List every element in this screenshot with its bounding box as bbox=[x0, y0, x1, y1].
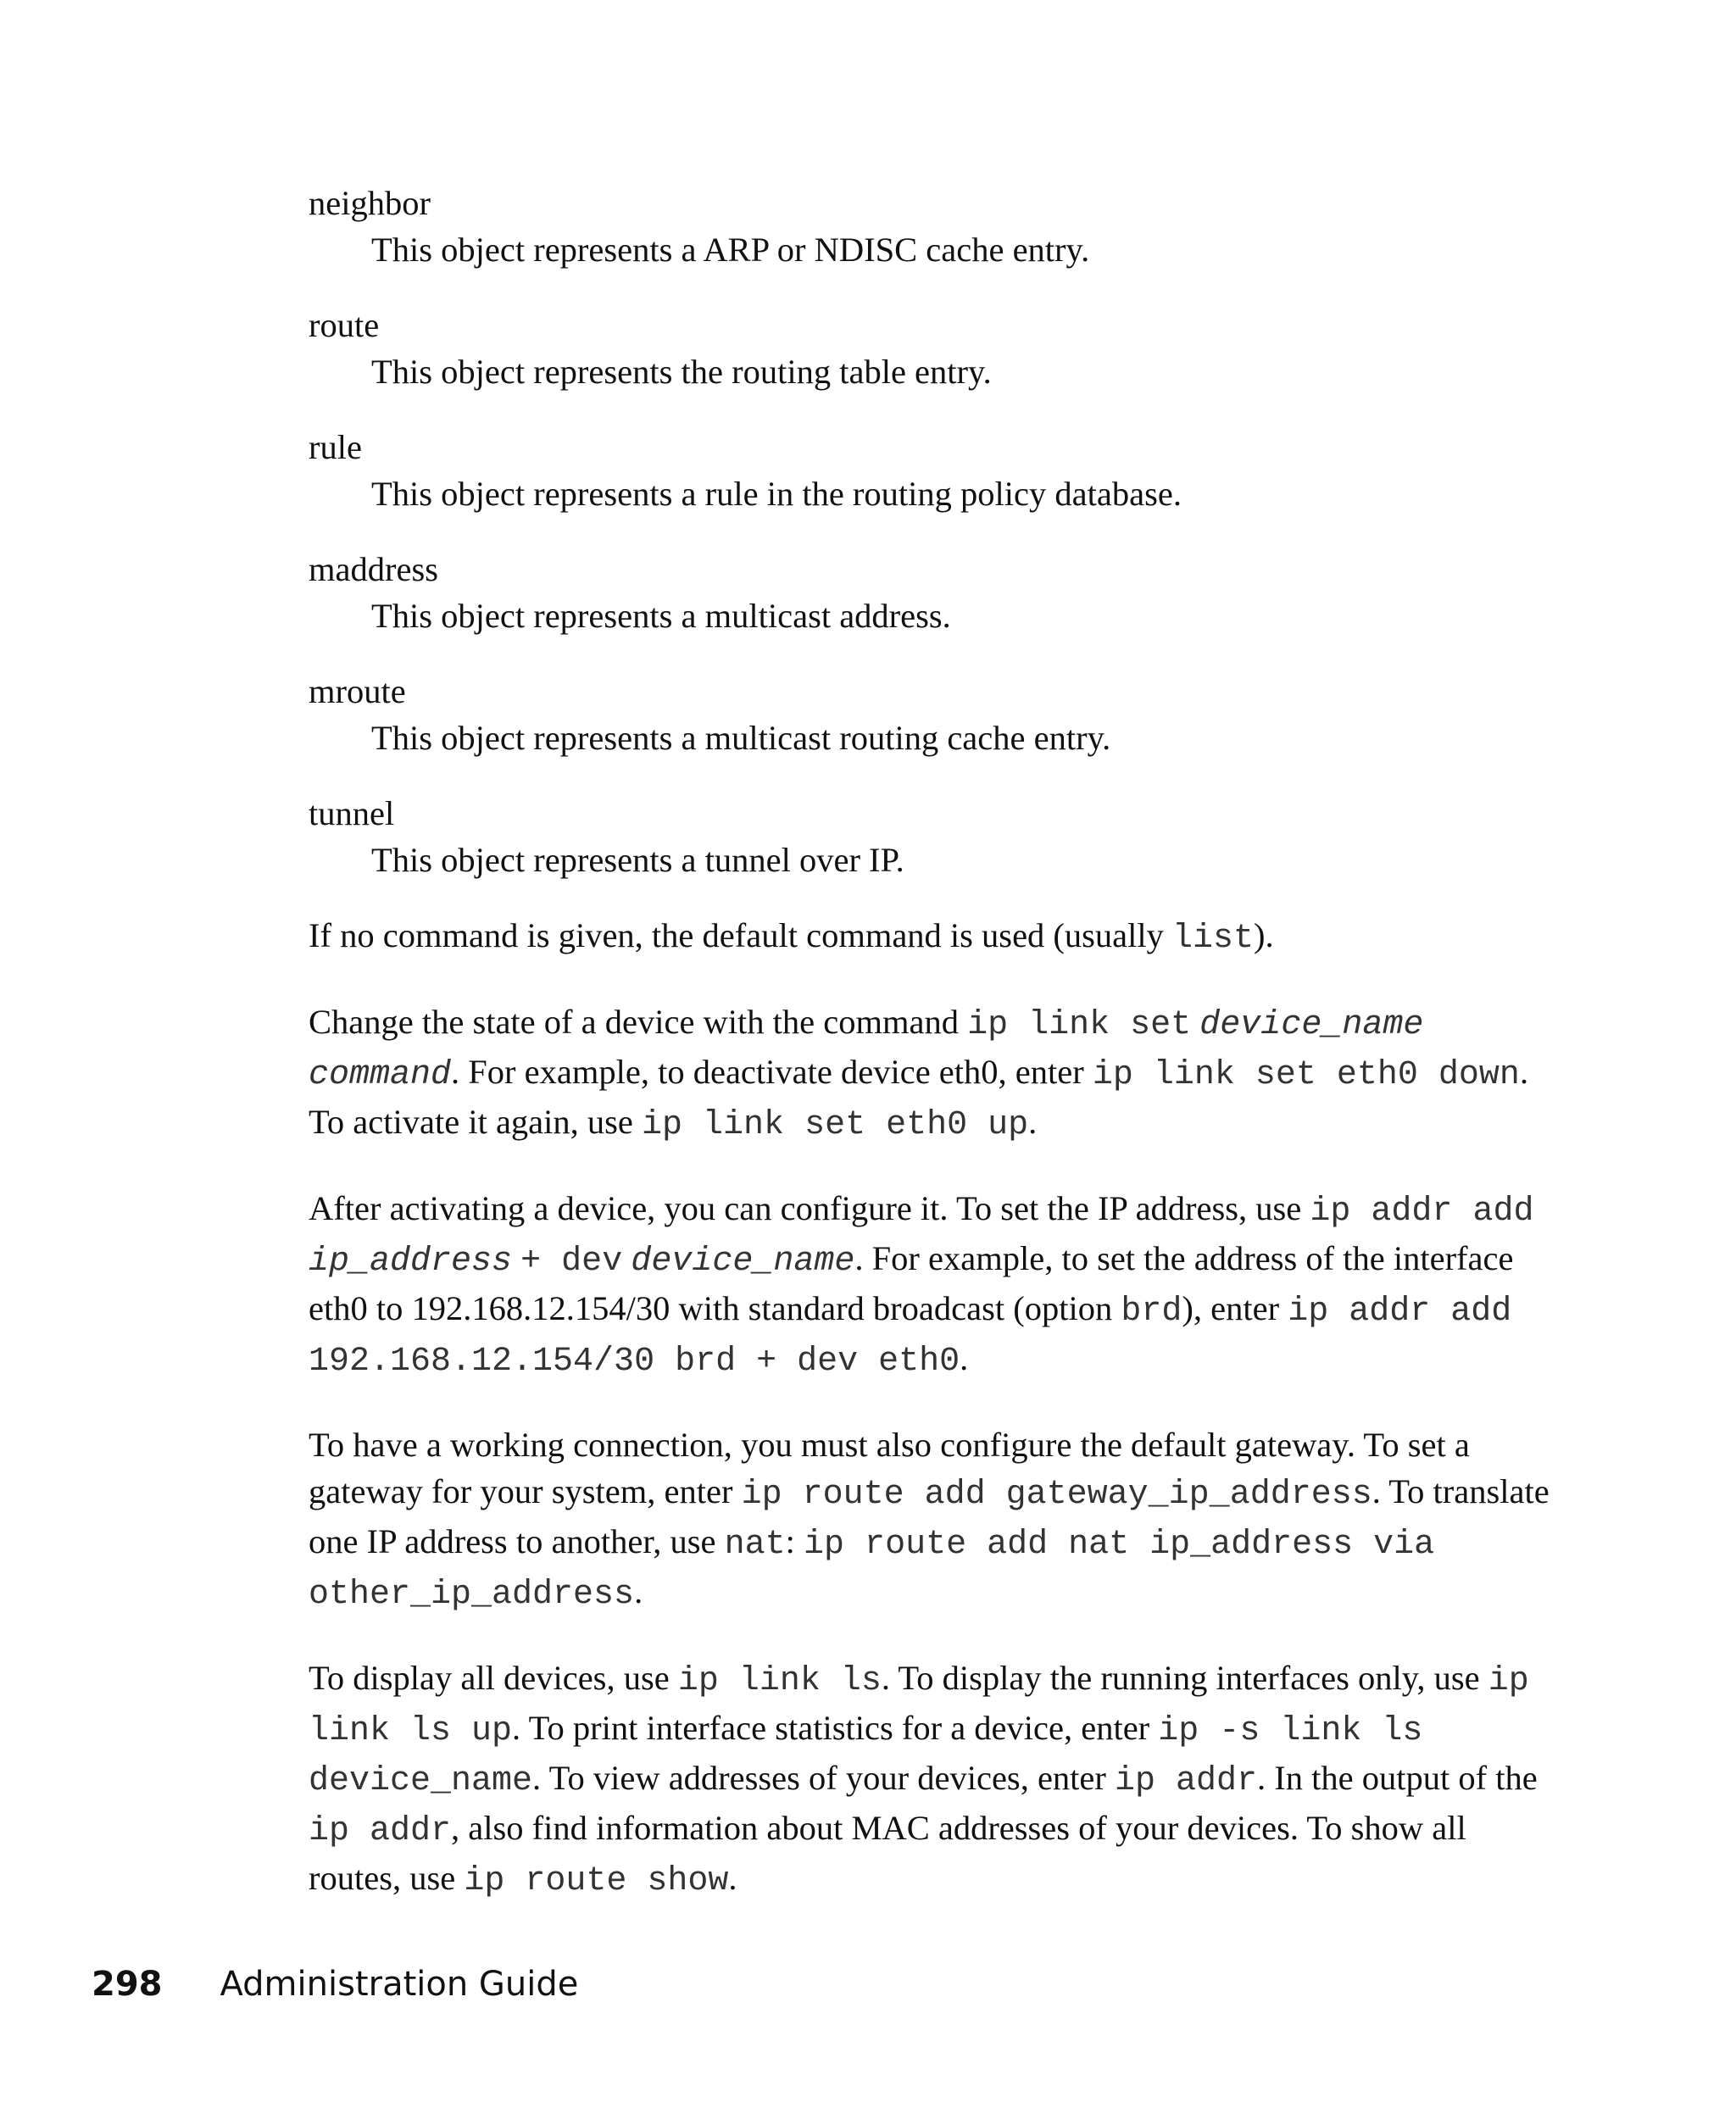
text-run: To have a working connection, you must also configure the default gateway. To set a gateway for your system, enter bbox=[309, 1426, 1470, 1510]
text-run: If no command is given, the default command is used (usually bbox=[309, 916, 1173, 954]
page-number: 298 bbox=[92, 1965, 163, 2004]
object-term: mroute bbox=[309, 672, 406, 710]
text-run: . bbox=[1028, 1103, 1038, 1141]
object-term: route bbox=[309, 306, 380, 344]
text-run: . For example, to deactivate device eth0, enter bbox=[451, 1053, 1093, 1091]
object-description: This object represents a tunnel over IP. bbox=[371, 841, 904, 879]
text-run: : bbox=[785, 1522, 804, 1560]
object-description: This object represents a multicast routing cache entry. bbox=[371, 719, 1111, 757]
book-title: Administration Guide bbox=[220, 1965, 579, 2004]
code-link-stats: ip -s link ls device_name bbox=[309, 1712, 1423, 1800]
link-state-paragraph bbox=[309, 998, 1563, 1149]
code-ip-addr-add: ip addr add bbox=[1310, 1193, 1534, 1231]
text-run: . To display the running interfaces only, use bbox=[881, 1659, 1488, 1697]
object-term: rule bbox=[309, 428, 362, 466]
code-route-add-gateway: ip route add gateway_ip_address bbox=[741, 1476, 1372, 1514]
code-placeholder: device_name command bbox=[309, 1006, 1424, 1094]
text-run: . In the output of the bbox=[1257, 1759, 1538, 1797]
text-run: . To view addresses of your devices, enter bbox=[532, 1759, 1116, 1797]
text-run: To display all devices, use bbox=[309, 1659, 678, 1697]
object-term: maddress bbox=[309, 550, 438, 588]
text-run: . bbox=[728, 1859, 737, 1897]
text-run: , also find information about MAC addresses of your devices. To show all routes, use bbox=[309, 1809, 1466, 1897]
address-config-paragraph bbox=[309, 1185, 1563, 1385]
code-ip-addr: ip addr bbox=[309, 1812, 452, 1850]
code-link-down: ip link set eth0 down bbox=[1092, 1056, 1520, 1094]
code-ip-address-placeholder bbox=[309, 1243, 512, 1281]
code-link-up: ip link set eth0 up bbox=[642, 1106, 1029, 1144]
code-list: list bbox=[1172, 920, 1255, 958]
object-description: This object represents the routing table entry. bbox=[371, 353, 992, 391]
code-plus-dev: + dev bbox=[520, 1243, 623, 1281]
object-term: tunnel bbox=[309, 794, 395, 832]
code-device-name-placeholder bbox=[631, 1243, 854, 1281]
object-description: This object represents a multicast address. bbox=[371, 597, 951, 635]
code-route-add-nat: ip route add nat ip_address via other_ip_address bbox=[309, 1526, 1435, 1614]
gateway-paragraph bbox=[309, 1421, 1563, 1618]
code-addr-example: ip addr add 192.168.12.154/30 brd + dev eth0 bbox=[309, 1293, 1512, 1381]
object-description: This object represents a rule in the routing policy database. bbox=[371, 475, 1182, 513]
code-route-show: ip route show bbox=[464, 1862, 729, 1900]
text-run: ). bbox=[1254, 916, 1274, 954]
default-command-paragraph bbox=[309, 912, 1563, 962]
code-nat: nat bbox=[724, 1526, 786, 1564]
code-ip-link-set: ip link set bbox=[967, 1006, 1192, 1044]
text-run: ), enter bbox=[1182, 1289, 1288, 1327]
code-placeholder: ip_address bbox=[309, 1243, 513, 1281]
object-description: This object represents a ARP or NDISC cache entry. bbox=[371, 231, 1090, 269]
text-run: . To print interface statistics for a device, enter bbox=[512, 1709, 1159, 1747]
object-definition-list bbox=[309, 180, 1563, 883]
text-run: After activating a device, you can configure it. To set the IP address, use bbox=[309, 1189, 1310, 1227]
page-content bbox=[309, 180, 1563, 1941]
object-term: neighbor bbox=[309, 184, 431, 222]
code-brd: brd bbox=[1121, 1293, 1182, 1331]
code-link-ls-up: ip link ls up bbox=[309, 1662, 1529, 1750]
page-footer bbox=[92, 1963, 578, 2005]
text-run: Change the state of a device with the command bbox=[309, 1003, 968, 1041]
code-ip-addr: ip addr bbox=[1115, 1762, 1258, 1800]
display-devices-paragraph bbox=[309, 1655, 1563, 1905]
text-run: . bbox=[634, 1572, 643, 1610]
code-placeholder: device_name bbox=[631, 1243, 855, 1281]
text-run: . For example, to set the address of the interface eth0 to 192.168.12.154/30 with standard broadcast (option bbox=[309, 1239, 1514, 1327]
text-run: . bbox=[960, 1339, 969, 1377]
text-run: . To activate it again, use bbox=[309, 1053, 1529, 1141]
text-run: . To translate one IP address to another, use bbox=[309, 1472, 1550, 1560]
code-link-ls: ip link ls bbox=[677, 1662, 882, 1700]
